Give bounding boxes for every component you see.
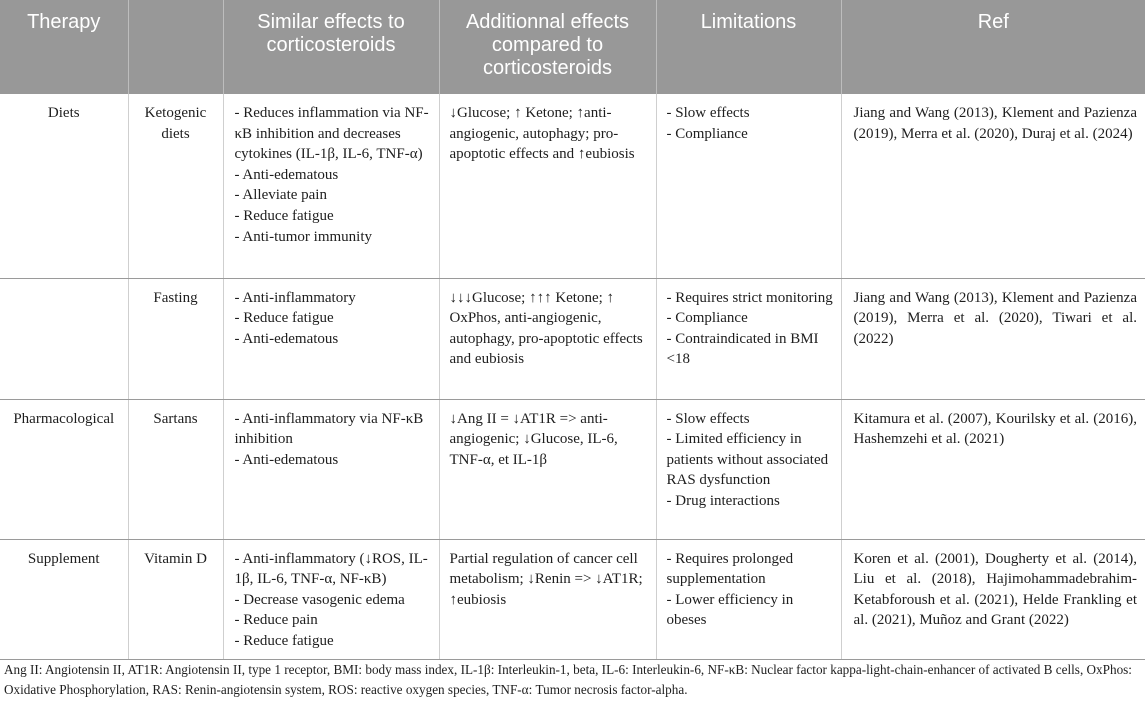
table-row (0, 94, 1145, 278)
header-ref: Ref (841, 0, 1145, 94)
list-item: - Reduce fatigue (234, 632, 334, 649)
cell-additional-effects: ↓Glucose; ↑ Ketone; ↑anti-angiogenic, autophagy; pro-apoptotic effects and ↑eubiosis (439, 94, 656, 278)
header-row (0, 0, 1145, 94)
cell-subtype: Sartans (128, 399, 223, 539)
list-item: - Requires prolonged supplementation (666, 550, 794, 588)
cell-limitations (656, 539, 841, 659)
list-item: - Anti-edematous (234, 166, 339, 183)
cell-therapy: Diets (0, 94, 128, 278)
list-item: - Anti-edematous (234, 451, 339, 468)
table-header (0, 0, 1145, 94)
list-item: - Reduce fatigue (234, 207, 334, 224)
header-similar-effects: Similar effects to corticosteroids (223, 0, 439, 94)
header-subtype (128, 0, 223, 94)
list-item: - Drug interactions (666, 492, 780, 509)
list-item: - Reduces inflammation via NF-κB inhibition and decreases cytokines (IL-1β, IL-6, TNF-α) (234, 105, 429, 163)
cell-subtype: Ketogenic diets (128, 94, 223, 278)
cell-subtype: Vitamin D (128, 539, 223, 659)
list-item: - Anti-inflammatory (↓ROS, IL-1β, IL-6, TNF-α, NF-κB) (234, 550, 428, 588)
cell-subtype: Fasting (128, 278, 223, 399)
cell-similar-effects (223, 94, 439, 278)
table-row (0, 539, 1145, 659)
table-footnote: Ang II: Angiotensin II, AT1R: Angiotensin II, type 1 receptor, BMI: body mass index, IL-1β: Interleukin-1, beta, IL-6: Interleukin-6, NF-κB: Nuclear factor kappa-light-chain-enhancer of activated B cells, OxPhos: Oxidative Phosphorylation, RAS: Renin-angiotensin system, ROS: reactive oxygen species, TNF-α: Tumor necrosis factor-alpha. (4, 662, 1132, 697)
cell-additional-effects: ↓↓↓Glucose; ↑↑↑ Ketone; ↑ OxPhos, anti-angiogenic, autophagy, pro-apoptotic effects and eubiosis (439, 278, 656, 399)
cell-ref: Koren et al. (2001), Dougherty et al. (2014), Liu et al. (2018), Hajimohammadebrahim-Ketabforoush et al. (2021), Helde Frankling et al. (2021), Muñoz and Grant (2022) (841, 539, 1145, 659)
header-limitations: Limitations (656, 0, 841, 94)
header-therapy: Therapy (0, 0, 128, 94)
list-item: - Reduce pain (234, 612, 318, 629)
cell-therapy: Pharmacological (0, 399, 128, 539)
cell-limitations (656, 278, 841, 399)
cell-therapy (0, 278, 128, 399)
list-item: - Anti-inflammatory via NF-κB inhibition (234, 410, 424, 448)
list-item: - Compliance (666, 125, 748, 142)
table-body (0, 94, 1145, 659)
cell-ref: Jiang and Wang (2013), Klement and Pazienza (2019), Merra et al. (2020), Tiwari et al. (2022) (841, 278, 1145, 399)
list-item: - Limited efficiency in patients without associated RAS dysfunction (666, 431, 829, 489)
list-item: - Reduce fatigue (234, 310, 334, 327)
table-row (0, 399, 1145, 539)
cell-additional-effects: Partial regulation of cancer cell metabolism; ↓Renin => ↓AT1R; ↑eubiosis (439, 539, 656, 659)
list-item: - Lower efficiency in obeses (666, 591, 794, 629)
list-item: - Anti-tumor immunity (234, 228, 372, 245)
cell-limitations (656, 399, 841, 539)
cell-similar-effects (223, 399, 439, 539)
list-item: - Alleviate pain (234, 187, 327, 204)
cell-limitations (656, 94, 841, 278)
list-item: - Decrease vasogenic edema (234, 591, 405, 608)
list-item: - Slow effects (666, 105, 750, 121)
cell-therapy: Supplement (0, 539, 128, 659)
list-item: - Contraindicated in BMI <18 (666, 330, 819, 368)
cell-ref: Kitamura et al. (2007), Kourilsky et al. (2016), Hashemzehi et al. (2021) (841, 399, 1145, 539)
list-item: - Anti-edematous (234, 330, 339, 347)
table-row (0, 278, 1145, 399)
list-item: - Requires strict monitoring (666, 289, 833, 306)
header-additional-effects: Additionnal effects compared to corticosteroids (439, 0, 656, 94)
cell-similar-effects (223, 278, 439, 399)
cell-ref: Jiang and Wang (2013), Klement and Pazienza (2019), Merra et al. (2020), Duraj et al. (2024) (841, 94, 1145, 278)
cell-additional-effects: ↓Ang II = ↓AT1R => anti-angiogenic; ↓Glucose, IL-6, TNF-α, et IL-1β (439, 399, 656, 539)
cell-similar-effects (223, 539, 439, 659)
list-item: - Compliance (666, 310, 748, 327)
list-item: - Slow effects (666, 410, 750, 427)
list-item: - Anti-inflammatory (234, 289, 356, 306)
